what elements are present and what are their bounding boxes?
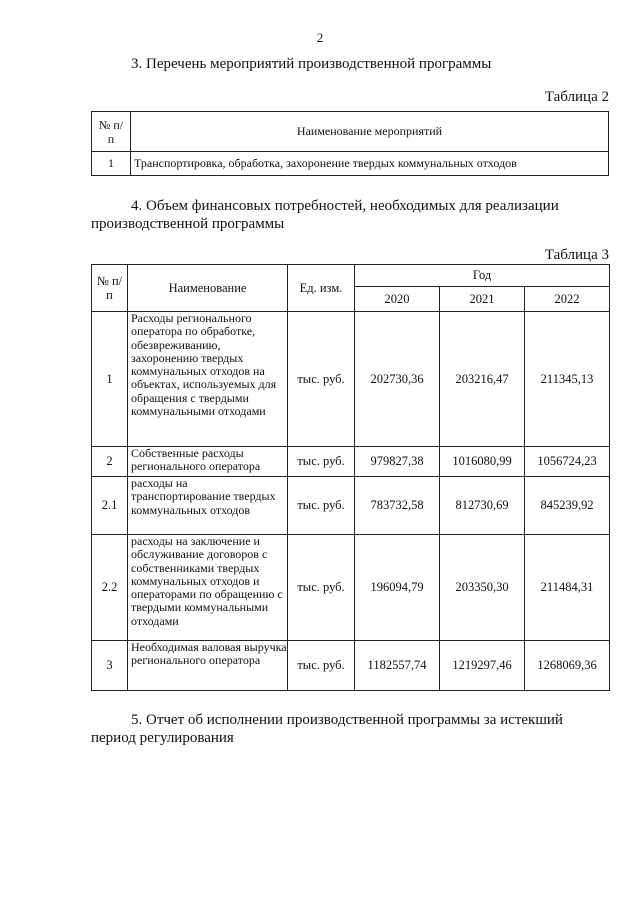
section-5-heading-line1: 5. Отчет об исполнении производственной программы за истекший bbox=[131, 712, 563, 728]
t3-header-num: № п/п bbox=[92, 265, 128, 312]
row-value-2020: 202730,36 bbox=[355, 312, 440, 447]
row-value-2020: 196094,79 bbox=[355, 535, 440, 641]
row-unit: тыс. руб. bbox=[288, 477, 355, 535]
row-unit: тыс. руб. bbox=[288, 641, 355, 691]
table-row bbox=[92, 447, 610, 477]
t3-header-name: Наименование bbox=[128, 265, 288, 312]
row-value-2020: 783732,58 bbox=[355, 477, 440, 535]
table-2-caption: Таблица 2 bbox=[544, 89, 609, 105]
t2-header-name: Наименование мероприятий bbox=[131, 112, 609, 152]
row-num: 2.1 bbox=[92, 477, 128, 535]
t3-header-unit: Ед. изм. bbox=[288, 265, 355, 312]
t2-row-num: 1 bbox=[92, 152, 131, 176]
row-value-2022: 211345,13 bbox=[525, 312, 610, 447]
table-3 bbox=[91, 264, 610, 691]
section-3-heading: 3. Перечень мероприятий производственной программы bbox=[131, 56, 492, 72]
row-value-2020: 979827,38 bbox=[355, 447, 440, 477]
table-row bbox=[92, 477, 610, 535]
row-unit: тыс. руб. bbox=[288, 312, 355, 447]
row-value-2022: 211484,31 bbox=[525, 535, 610, 641]
row-value-2021: 203216,47 bbox=[440, 312, 525, 447]
row-num: 3 bbox=[92, 641, 128, 691]
row-value-2021: 812730,69 bbox=[440, 477, 525, 535]
row-value-2020: 1182557,74 bbox=[355, 641, 440, 691]
row-value-2021: 1016080,99 bbox=[440, 447, 525, 477]
table-2 bbox=[91, 111, 609, 176]
row-value-2021: 203350,30 bbox=[440, 535, 525, 641]
row-unit: тыс. руб. bbox=[288, 535, 355, 641]
table-3-caption: Таблица 3 bbox=[544, 247, 609, 263]
section-4-heading-line2: производственной программы bbox=[91, 216, 285, 232]
row-unit: тыс. руб. bbox=[288, 447, 355, 477]
row-name: Собственные расходы регионального оператора bbox=[128, 447, 288, 477]
row-name: расходы на заключение и обслуживание договоров с собственниками твердых коммунальных отходов и операторами по обращению с твердыми коммунальными отходами bbox=[128, 535, 288, 641]
t3-header-2020: 2020 bbox=[355, 287, 440, 312]
table-row bbox=[92, 312, 610, 447]
t2-header-num: № п/п bbox=[92, 112, 131, 152]
row-num: 2.2 bbox=[92, 535, 128, 641]
t3-header-year: Год bbox=[355, 265, 610, 287]
t3-header-2022: 2022 bbox=[525, 287, 610, 312]
row-name: расходы на транспортирование твердых коммунальных отходов bbox=[128, 477, 288, 535]
t2-row-name: Транспортировка, обработка, захоронение твердых коммунальных отходов bbox=[131, 152, 609, 176]
page-number: 2 bbox=[316, 30, 324, 45]
table-row bbox=[92, 535, 610, 641]
row-value-2022: 1268069,36 bbox=[525, 641, 610, 691]
row-name: Необходимая валовая выручка регионального оператора bbox=[128, 641, 288, 691]
section-4-heading-line1: 4. Объем финансовых потребностей, необходимых для реализации bbox=[131, 198, 559, 214]
row-value-2022: 845239,92 bbox=[525, 477, 610, 535]
row-name: Расходы регионального оператора по обработке, обезвреживанию, захоронению твердых коммунальных отходов на объектах, используемых для обращения с твердыми коммунальными отходами bbox=[128, 312, 288, 447]
row-num: 2 bbox=[92, 447, 128, 477]
section-5-heading-line2: период регулирования bbox=[91, 730, 234, 746]
table-row bbox=[92, 641, 610, 691]
row-value-2022: 1056724,23 bbox=[525, 447, 610, 477]
t3-header-2021: 2021 bbox=[440, 287, 525, 312]
row-value-2021: 1219297,46 bbox=[440, 641, 525, 691]
row-num: 1 bbox=[92, 312, 128, 447]
